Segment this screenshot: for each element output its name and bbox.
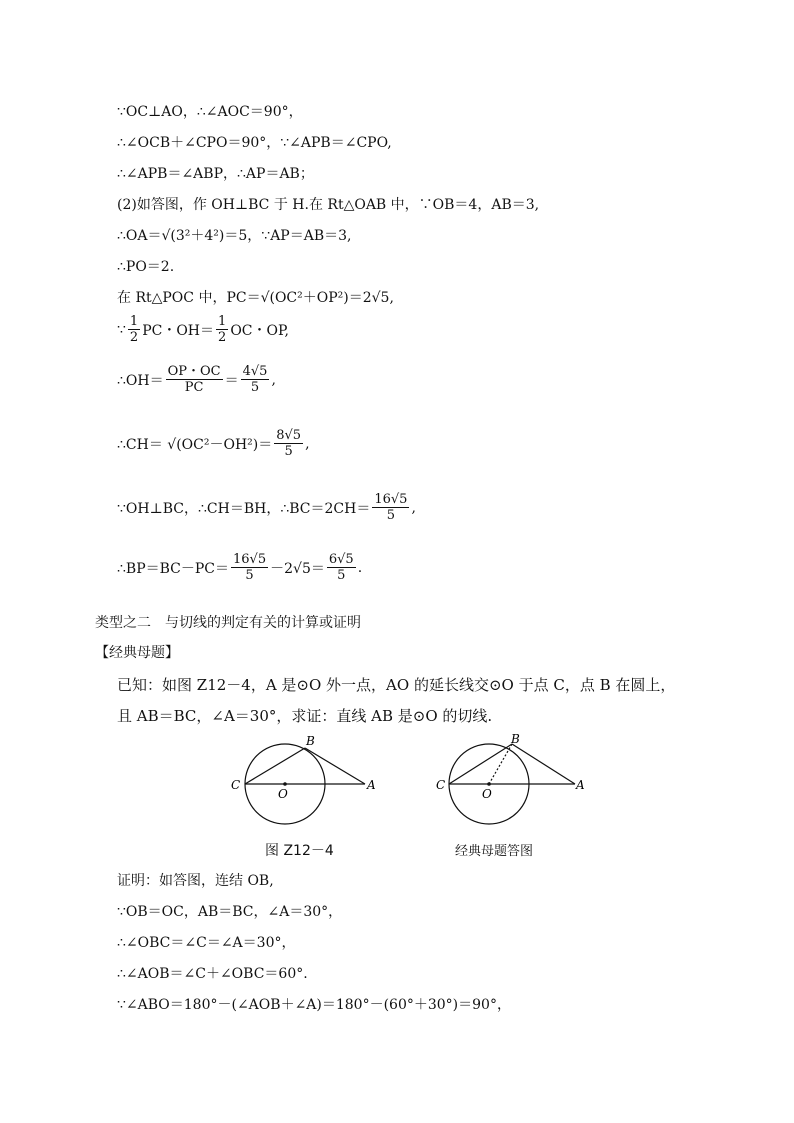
proof-line-3: ∴∠OBC＝∠C＝∠A＝30°， xyxy=(117,935,296,951)
fraction-denominator: 5 xyxy=(386,508,396,523)
fraction xyxy=(231,552,268,583)
line-ba xyxy=(512,744,575,784)
proof-line-4: ∴∠AOB＝∠C＋∠OBC＝60°. xyxy=(117,966,308,982)
label-a: A xyxy=(367,778,376,792)
classic-problem-heading: 【经典母题】 xyxy=(95,645,179,661)
l8-prefix: ∵ xyxy=(117,321,126,338)
fraction xyxy=(274,428,303,459)
proof-line-1: 证明：如答图，连结 OB, xyxy=(117,873,274,889)
fraction-numerator: OP・OC xyxy=(167,364,221,379)
line-ob-dashed xyxy=(489,744,512,784)
fraction-denominator: PC xyxy=(184,380,204,395)
solution-line-3: ∴∠APB＝∠ABP，∴AP＝AB； xyxy=(117,166,314,182)
solution-line-9 xyxy=(117,364,276,395)
fraction-numerator: 16√5 xyxy=(233,552,267,567)
fraction-denominator: 5 xyxy=(250,380,260,395)
line-cb xyxy=(449,744,512,784)
label-a: A xyxy=(576,778,585,792)
section-heading: 类型之二 与切线的判定有关的计算或证明 xyxy=(95,615,361,631)
problem-line-1: 已知：如图 Z12－4，A 是⊙O 外一点，AO 的延长线交⊙O 于点 C，点 B 在圆上， xyxy=(117,676,676,694)
fraction-numerator: 4√5 xyxy=(242,364,268,379)
figure-caption-left: 图 Z12－4 xyxy=(265,843,334,859)
figure-answer xyxy=(432,732,592,828)
solution-line-12 xyxy=(117,552,362,583)
l9-eq: ＝ xyxy=(224,372,239,389)
l12-prefix: ∴BP＝BC－PC＝ xyxy=(117,560,230,577)
center-point-o xyxy=(487,782,491,786)
label-o: O xyxy=(278,787,288,801)
l9-suffix: , xyxy=(271,371,276,388)
l12-suffix: . xyxy=(357,559,363,576)
solution-line-6: ∴PO＝2. xyxy=(117,259,175,275)
fraction-numerator: 1 xyxy=(129,314,139,329)
fraction-numerator: 1 xyxy=(218,314,227,329)
solution-line-7: 在 Rt△POC 中，PC＝√(OC²＋OP²)＝2√5, xyxy=(117,290,394,306)
l8-mid: PC・OH＝ xyxy=(142,322,215,339)
fraction-denominator: 2 xyxy=(218,330,227,345)
l11-prefix: ∵OH⊥BC，∴CH＝BH，∴BC＝2CH＝ xyxy=(117,500,371,517)
solution-line-10 xyxy=(117,428,310,459)
fraction-numerator: 6√5 xyxy=(328,552,354,567)
solution-line-4: (2)如答图，作 OH⊥BC 于 H.在 Rt△OAB 中，∵OB＝4，AB＝3, xyxy=(117,197,540,213)
proof-line-5: ∵∠ABO＝180°－(∠AOB＋∠A)＝180°－(60°＋30°)＝90°， xyxy=(117,997,511,1013)
figure-z12-4 xyxy=(226,732,386,828)
l12-mid: －2√5＝ xyxy=(270,560,325,577)
label-b: B xyxy=(511,732,520,746)
label-c: C xyxy=(231,778,241,792)
fraction xyxy=(372,492,409,523)
solution-line-2: ∴∠OCB＋∠CPO＝90°，∵∠APB＝∠CPO, xyxy=(117,135,392,151)
l9-prefix: ∴OH＝ xyxy=(117,372,164,389)
line-ba xyxy=(305,748,365,784)
label-c: C xyxy=(436,778,446,792)
proof-line-2: ∵OB＝OC，AB＝BC，∠A＝30°， xyxy=(117,904,343,920)
center-point-o xyxy=(283,782,287,786)
fraction-numerator: 16√5 xyxy=(374,492,408,507)
fraction-denominator: 5 xyxy=(284,444,293,459)
solution-line-8 xyxy=(117,314,289,345)
fraction-denominator: 5 xyxy=(337,568,346,583)
l10-prefix: ∴CH＝ √(OC²－OH²)＝ xyxy=(117,436,273,453)
fraction xyxy=(128,314,140,345)
l10-suffix: , xyxy=(305,435,310,452)
l11-suffix: , xyxy=(411,499,416,516)
label-b: B xyxy=(306,734,315,748)
fraction xyxy=(166,364,223,395)
solution-line-11 xyxy=(117,492,416,523)
label-o: O xyxy=(482,787,492,801)
figure-caption-right: 经典母题答图 xyxy=(455,844,534,859)
solution-line-5: ∴OA＝√(3²＋4²)＝5，∵AP＝AB＝3, xyxy=(117,228,352,244)
l8-suffix: OC・OP, xyxy=(230,322,290,339)
solution-line-1: ∵OC⊥AO，∴∠AOC＝90°， xyxy=(117,104,303,120)
fraction xyxy=(216,314,228,345)
fraction-numerator: 8√5 xyxy=(276,428,302,443)
fraction-denominator: 2 xyxy=(129,330,139,345)
line-cb xyxy=(245,748,305,784)
fraction-denominator: 5 xyxy=(245,568,254,583)
fraction xyxy=(241,364,270,395)
fraction xyxy=(327,552,356,583)
problem-line-2: 且 AB＝BC，∠A＝30°，求证：直线 AB 是⊙O 的切线. xyxy=(117,707,493,725)
